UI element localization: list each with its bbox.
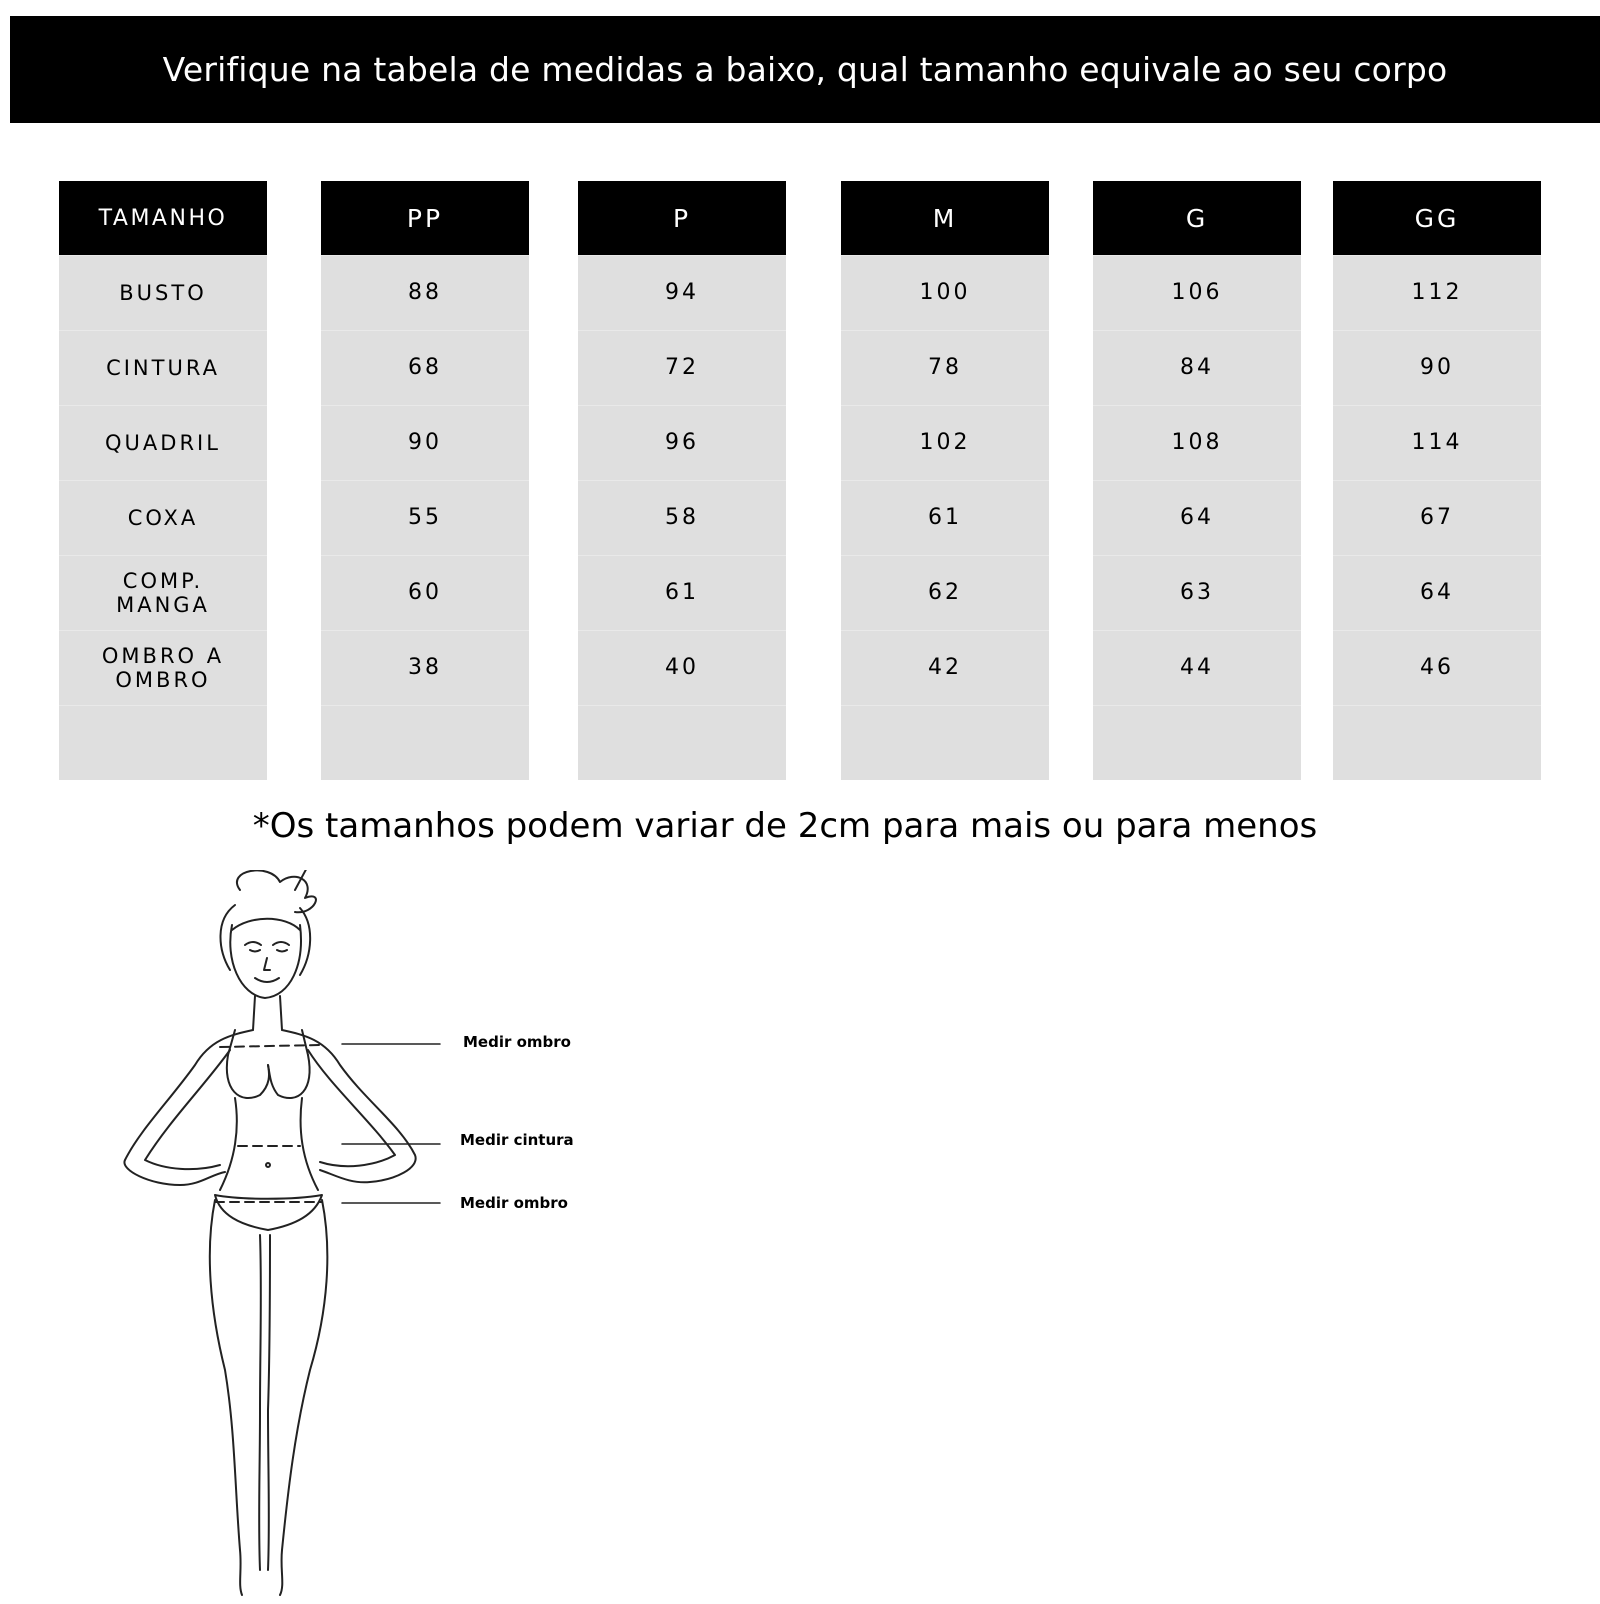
measure-cell: 44: [1093, 630, 1301, 705]
page-title: Verifique na tabela de medidas a baixo, qual tamanho equivale ao seu corpo: [162, 50, 1448, 89]
measure-cell: 106: [1093, 255, 1301, 330]
row-label: QUADRIL: [59, 405, 267, 480]
measure-cell: 40: [578, 630, 786, 705]
measure-cell: 55: [321, 480, 529, 555]
size-header: GG: [1333, 181, 1541, 255]
row-label: COXA: [59, 480, 267, 555]
measure-cell: 108: [1093, 405, 1301, 480]
measure-cell: 62: [841, 555, 1049, 630]
size-header: M: [841, 181, 1049, 255]
measure-cell: 64: [1333, 555, 1541, 630]
measure-cell: 38: [321, 630, 529, 705]
measure-cell: [1333, 705, 1541, 780]
measure-cell: 60: [321, 555, 529, 630]
label-header: TAMANHO: [59, 181, 267, 255]
measure-cell: 84: [1093, 330, 1301, 405]
row-label: [59, 705, 267, 780]
size-column-p: [578, 181, 786, 780]
measure-cell: 96: [578, 405, 786, 480]
measure-cell: 64: [1093, 480, 1301, 555]
size-column-gg: [1333, 181, 1541, 780]
body-measurement-figure: [110, 870, 610, 1600]
measure-cell: [1093, 705, 1301, 780]
measure-cell: 61: [841, 480, 1049, 555]
row-label: BUSTO: [59, 255, 267, 330]
row-label: COMP. MANGA: [59, 555, 267, 630]
page-title-banner: [10, 16, 1600, 123]
size-header: PP: [321, 181, 529, 255]
measure-cell: 72: [578, 330, 786, 405]
measure-cell: 88: [321, 255, 529, 330]
callout-shoulder-label: Medir ombro: [463, 1033, 571, 1051]
measure-cell: 78: [841, 330, 1049, 405]
measure-cell: 42: [841, 630, 1049, 705]
measure-cell: 67: [1333, 480, 1541, 555]
callout-hip-label: Medir ombro: [460, 1194, 568, 1212]
woman-sketch-illustration: [110, 870, 610, 1600]
size-table-label-column: [59, 181, 267, 780]
size-header: G: [1093, 181, 1301, 255]
size-column-m: [841, 181, 1049, 780]
measure-cell: 102: [841, 405, 1049, 480]
size-column-g: [1093, 181, 1301, 780]
measure-cell: 61: [578, 555, 786, 630]
measure-cell: 94: [578, 255, 786, 330]
measure-cell: 63: [1093, 555, 1301, 630]
measure-cell: [578, 705, 786, 780]
measure-cell: 68: [321, 330, 529, 405]
size-header: P: [578, 181, 786, 255]
callout-waist-label: Medir cintura: [460, 1131, 574, 1149]
measure-cell: 90: [321, 405, 529, 480]
measure-cell: 112: [1333, 255, 1541, 330]
measure-cell: 90: [1333, 330, 1541, 405]
measure-cell: [841, 705, 1049, 780]
measure-cell: 100: [841, 255, 1049, 330]
measure-cell: 58: [578, 480, 786, 555]
row-label: CINTURA: [59, 330, 267, 405]
row-label: OMBRO A OMBRO: [59, 630, 267, 705]
measure-cell: 46: [1333, 630, 1541, 705]
size-variation-note: *Os tamanhos podem variar de 2cm para mais ou para menos: [252, 806, 1318, 846]
measure-cell: 114: [1333, 405, 1541, 480]
size-column-pp: [321, 181, 529, 780]
measure-cell: [321, 705, 529, 780]
